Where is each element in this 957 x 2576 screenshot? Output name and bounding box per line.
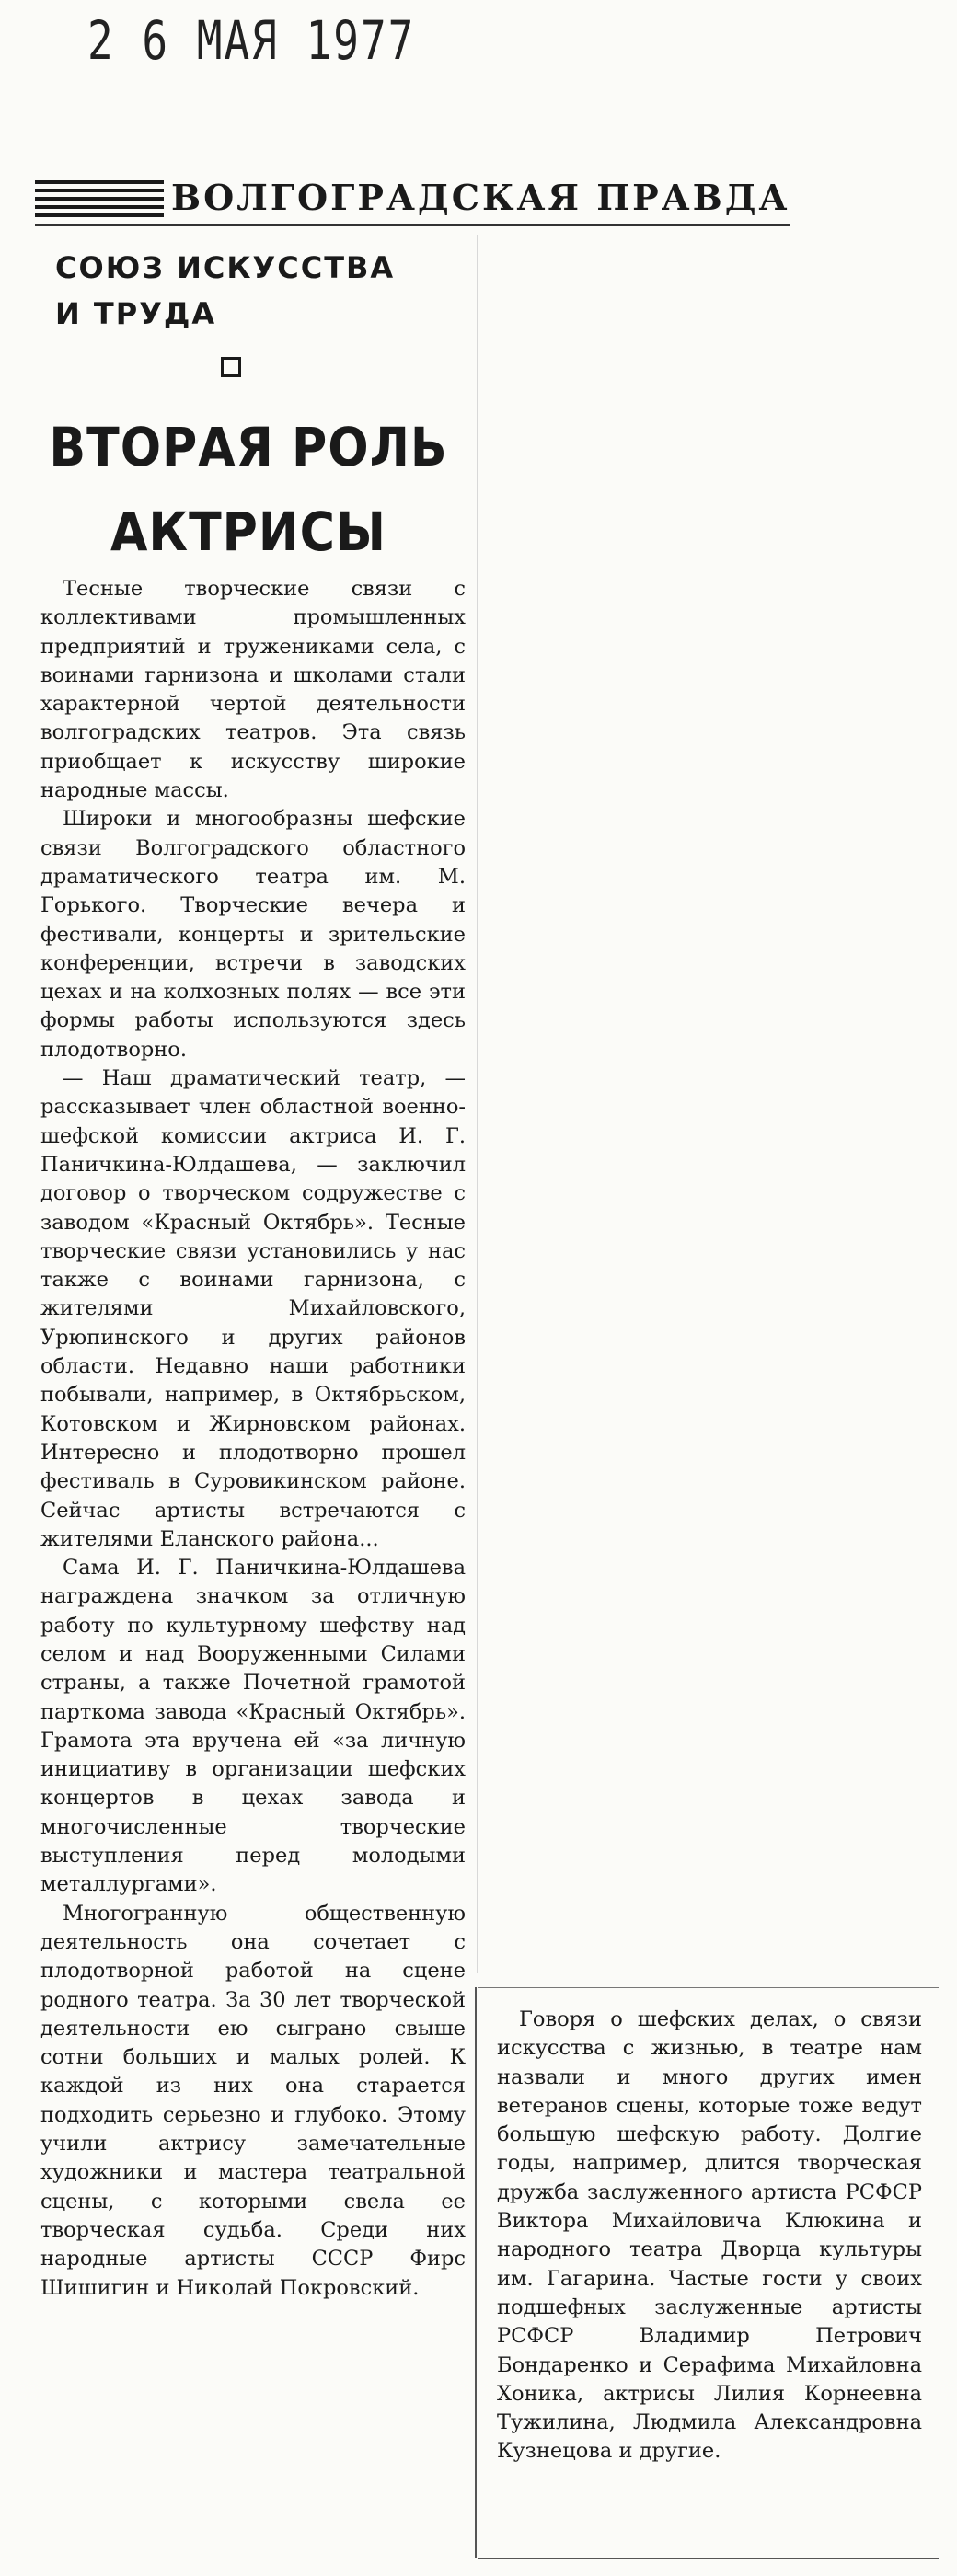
paragraph: — Наш драматический театр, — рассказывает член областной военно-шефской комиссии актриса И. Г. Паничкина-Юлдашева, — заключил договор о творческом содружестве с заводом «Красный Октябрь». Тесные творческие связи установились у нас также с воинами гарнизона, с жителями Михайловского, Урюпинского и других районов области. Недавно наши работники побывали, например, в Октябрьском, Котовском и Жирновском районах. Интересно и плодотворно прошел фестиваль в Суровикинском районе. Сейчас артисты встречаются с жителями Еланского района...	[40, 1066, 466, 1551]
paragraph: Широки и многообразны шефские связи Волгоградского областного драматического театра им. М. Горького. Творческие вечера и фестивали, концерты и зрительские конференции, встречи в заводских цехах и на колхозных полях — все эти формы работы используются здесь плодотворно.	[40, 807, 466, 1062]
headline-line-1: ВТОРАЯ РОЛЬ	[49, 416, 448, 478]
newspaper-name: ВОЛГОГРАДСКАЯ ПРАВДА	[171, 177, 790, 218]
date-stamp: 2 6 МАЯ 1977	[87, 9, 416, 72]
headline-line-2: АКТРИСЫ	[110, 500, 386, 563]
paragraph: Говоря о шефских делах, о связи искусства с жизнью, в театре нам назвали и много других имен ветеранов сцены, которые тоже ведут большую шефскую работу. Долгие годы, например, длится творческая дружба заслуженного артиста РСФСР Виктора Михайловича Клюкина и народного театра Дворца культуры им. Гагарина. Частые гости у своих подшефных заслуженные артисты РСФСР Владимир Петрович Бондаренко и Серафима Михайловна Хоника, актрисы Лилия Корнеевна Тужилина, Людмила Александровна Кузнецова и другие.	[497, 2007, 922, 2464]
article-headline	[37, 405, 460, 574]
masthead	[35, 177, 790, 236]
rubric	[55, 245, 442, 337]
rubric-line-2: И ТРУДА	[55, 296, 217, 331]
column-bottom-rule	[478, 2558, 939, 2559]
masthead-rules	[35, 180, 164, 217]
paragraph: Многогранную общественную деятельность она сочетает с плодотворной работой на сцене родного театра. За 30 лет творческой деятельности ею сыграно свыше сотни больших и малых ролей. К каждой из них она старается подходить серьезно и глубоко. Этому учили актрису замечательные художники и мастера театральной сцены, с которыми свела ее творческая судьба. Среди них народные артисты СССР Фирс Шишигин и Николай Покровский.	[40, 1901, 466, 2300]
column-divider	[475, 1987, 477, 2558]
paragraph: Тесные творческие связи с коллективами промышленных предприятий и тружениками села, с воинами гарнизона и школами стали характерной чертой деятельности волгоградских театров. Эта связь приобщает к искусству широкие народные массы.	[40, 577, 466, 803]
rubric-line-1: СОЮЗ ИСКУССТВА	[55, 250, 396, 285]
article-column-left	[40, 575, 466, 2303]
paragraph: Сама И. Г. Паничкина-Юлдашева награждена значком за отличную работу по культурному шефству над селом и над Вооруженными Силами страны, а также Почетной грамотой парткома завода «Красный Октябрь». Грамота эта вручена ей «за личную инициативу в организации шефских концертов в цехах завода и многочисленные творческие выступления перед молодыми металлургами».	[40, 1556, 466, 1897]
column-divider-faint	[477, 235, 478, 1973]
square-marker-icon	[221, 357, 241, 377]
masthead-underline	[35, 224, 790, 226]
article-column-right	[497, 2006, 922, 2467]
column-top-rule	[478, 1987, 939, 1988]
